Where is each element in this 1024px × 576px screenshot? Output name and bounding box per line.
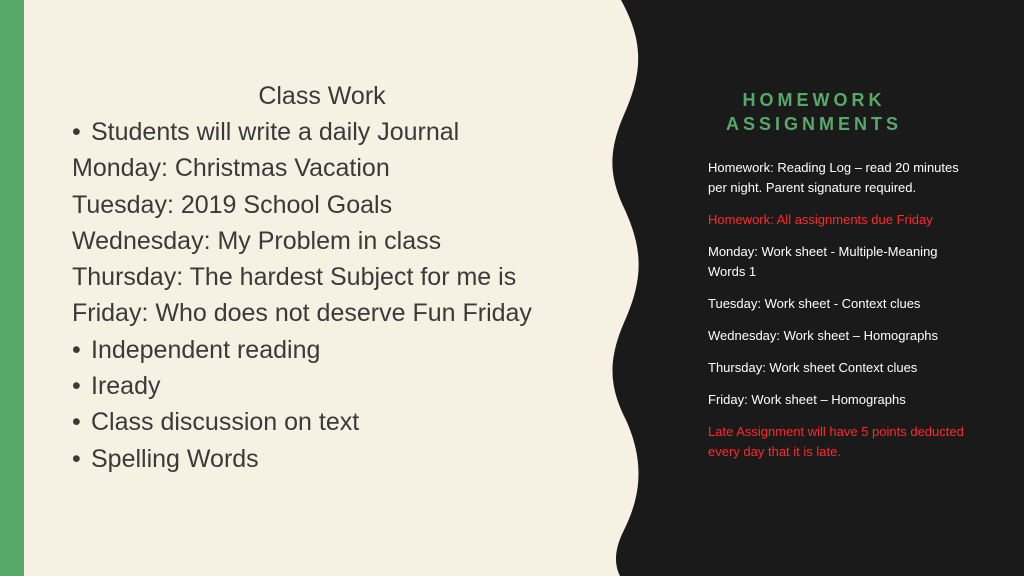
homework-title-line1: HOMEWORK: [742, 90, 886, 110]
homework-notice: Homework: All assignments due Friday: [708, 212, 933, 227]
classwork-bullet-item: • Iready: [72, 368, 612, 404]
homework-title-line2: ASSIGNMENTS: [725, 114, 902, 134]
classwork-list: [72, 114, 612, 477]
classwork-bullet-item: • Spelling Words: [72, 441, 612, 477]
classwork-journal-day: Monday: Christmas Vacation: [72, 154, 390, 183]
classwork-journal-day: Wednesday: My Problem in class: [72, 226, 442, 255]
homework-item: Thursday: Work sheet Context clues: [708, 360, 918, 375]
homework-notice: Late Assignment will have 5 points deducted every day that it is late.: [708, 424, 964, 459]
classwork-bullet-item: • Independent reading: [72, 332, 612, 368]
homework-item: Monday: Work sheet - Multiple-Meaning Words 1: [708, 244, 938, 279]
homework-title: [696, 88, 932, 136]
homework-item: Friday: Work sheet – Homographs: [708, 392, 906, 407]
classwork-journal-day: Tuesday: 2019 School Goals: [72, 190, 393, 219]
classwork-journal-day: Thursday: The hardest Subject for me is: [72, 263, 517, 292]
classwork-bullet-item: • Students will write a daily Journal: [72, 114, 612, 150]
classwork-section: [72, 78, 612, 477]
classwork-bullet-item: • Class discussion on text: [72, 404, 612, 440]
homework-section: [708, 88, 968, 462]
homework-item: Wednesday: Work sheet – Homographs: [708, 328, 939, 343]
classwork-title: Class Work: [258, 82, 386, 110]
homework-list: [708, 158, 968, 462]
homework-item: Homework: Reading Log – read 20 minutes per night. Parent signature required.: [708, 160, 959, 195]
classwork-journal-day: Friday: Who does not deserve Fun Friday: [72, 299, 532, 328]
homework-item: Tuesday: Work sheet - Context clues: [708, 296, 921, 311]
